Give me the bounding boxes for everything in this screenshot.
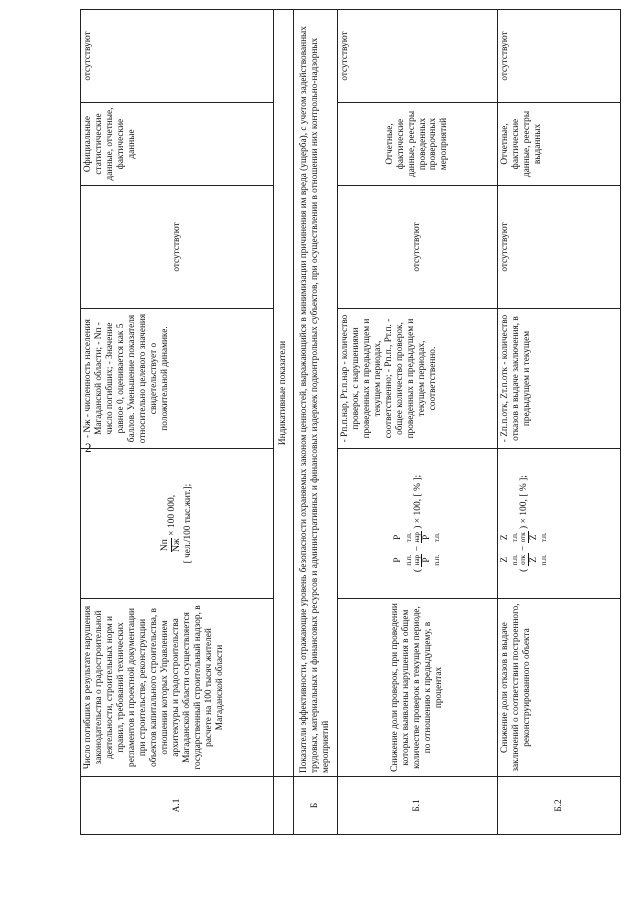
indicative-header: Индикативные показатели [274,10,294,777]
data-source: Отчетные, фактические данные, реестры выданных [498,103,621,186]
row-code: Б.2 [498,777,621,835]
formula-unit: [ чел./100 тыс.жит.]; [183,483,194,564]
table-row-section-b [294,10,338,835]
section-heading: Показатели эффективности, отражающие уровень безопасности охраняемых законом ценностей, выражающийся в минимизации причинения им вреда (ущерба), с учетом задействованных трудовых, материальных и финансовых ресурсов и административных и финансовых издержек подконтрольных субъектов, при осуществлении в отношении них контрольно-надзорных мероприятий [294,10,338,777]
indicators-table [80,9,621,835]
indicator-name: Число погибших в результате нарушения законодательства о градостроительной деятельности, строительных норм и правил, требований технических регламентов и проектной документации при строительстве, реконструкции объектов капитального строительства, в отношении которых Управлением архитектуры и градостроительства Магаданской области осуществляется государственный строительный надзор, в расчете на 100 тысяч жителей Магаданской области [81,599,274,777]
indicator-formula: ( P п.п. нар P п.п. − P т.п. нар P т.п. ) × 100, [ % ]; [338,449,498,599]
indicator-description: - Pп.п.нар, Pт.п.нар - количество проверок, с нарушениями проведенных в предыдущем и текущем периодах, соответственно; - Pп.п., Pт.п. - общее количество проверок, проведенных в предыдущем и текущем периодах, соответственно. [338,309,498,449]
target-value: отсутствуют [338,186,498,309]
table-row-b1 [338,10,498,835]
indicator-name: Снижение доли отказов в выдаче заключений о соответствии построенного, реконструированного объекта [498,599,621,777]
indicator-name: Снижение доли проверок, при проведении которых выявлены нарушения в общем количестве проверок в текущем периоде, по отношению к предыдущему, в процентах [338,599,498,777]
section-code: Б [294,777,338,835]
formula-unit: × 100, [ % ]; [412,474,423,524]
indicator-formula [81,449,274,599]
empty-cell [274,777,294,835]
formula-unit: × 100, [ % ]; [519,475,530,524]
page-number: 2 [85,440,92,455]
indicator-description: - Zп.п.отк, Zт.п.отк - количество отказов в выдаче заключения, в предыдущем и текущем [498,309,621,449]
target-value: отсутствуют [81,186,274,309]
indicator-description: - Nж - численность населения Магаданской области; - Nп - число погибших; - Значение равное 0, оценивается как 5 баллов. Уменьшение показателя относительно целевого значения свидетельствует о положительной динамике. [81,309,274,449]
data-source: Официальные статистические данные, отчетные, фактические данные [81,103,274,186]
note: отсутствуют [81,10,274,103]
formula-numerator: Nп [160,538,172,552]
formula-denominator: Nж [172,538,183,552]
note: отсутствуют [338,10,498,103]
row-code: Б.1 [338,777,498,835]
table-row-a1 [81,10,274,835]
target-value: отсутствуют [498,186,621,309]
rotated-table-sheet [80,10,640,813]
formula-multiplier: × 100 000, [166,494,177,536]
table-row-b2 [498,10,621,835]
table-row-indicative-header [274,10,294,835]
data-source: Отчетные, фактические данные, реестры проведенных проверочных мероприятий [338,103,498,186]
note: отсутствуют [498,10,621,103]
row-code: А.1 [81,777,274,835]
indicator-formula: ( Z п.п. отк Z п.п. − Z т.п. отк Z т.п. ) × 100, [ % ]; [498,449,621,599]
